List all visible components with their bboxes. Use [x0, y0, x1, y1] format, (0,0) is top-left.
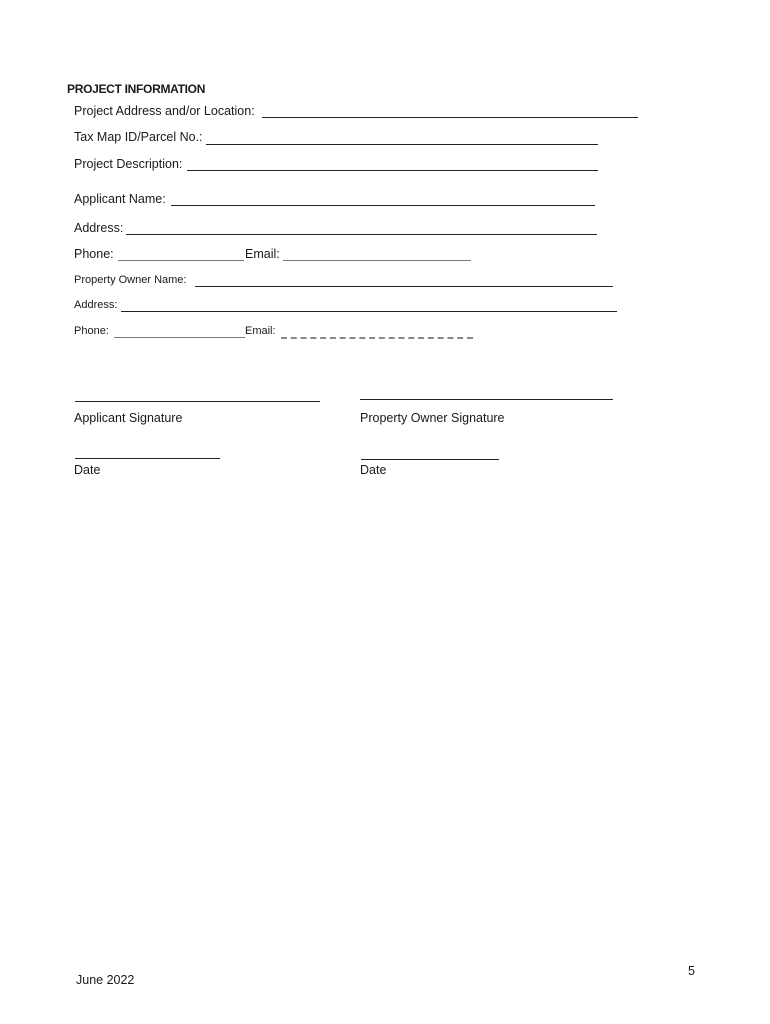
page-number: 5 [688, 964, 695, 978]
owner-signature-line[interactable] [360, 399, 613, 400]
tax-map-label: Tax Map ID/Parcel No.: [74, 130, 203, 144]
owner-phone-label: Phone: [74, 325, 109, 337]
footer-date: June 2022 [76, 973, 135, 987]
owner-email-label: Email: [245, 325, 276, 337]
applicant-name-field[interactable] [171, 205, 595, 206]
project-address-label: Project Address and/or Location: [74, 104, 255, 118]
project-description-label: Project Description: [74, 157, 183, 171]
applicant-name-label: Applicant Name: [74, 192, 166, 206]
applicant-date-line[interactable] [75, 458, 220, 459]
applicant-date-label: Date [74, 463, 101, 477]
applicant-email-field[interactable] [283, 260, 471, 261]
applicant-phone-label: Phone: [74, 247, 114, 261]
applicant-address-field[interactable] [126, 234, 597, 235]
applicant-address-label: Address: [74, 221, 124, 235]
owner-phone-field[interactable] [114, 337, 245, 338]
owner-address-field[interactable] [121, 311, 617, 312]
owner-date-line[interactable] [361, 459, 499, 460]
section-title: PROJECT INFORMATION [67, 82, 206, 96]
owner-signature-label: Property Owner Signature [360, 411, 505, 425]
applicant-signature-label: Applicant Signature [74, 411, 183, 425]
applicant-phone-field[interactable] [118, 260, 244, 261]
owner-name-label: Property Owner Name: [74, 274, 187, 286]
project-description-field[interactable] [187, 170, 598, 171]
owner-email-field[interactable] [281, 337, 473, 339]
project-address-field[interactable] [262, 117, 638, 118]
owner-name-field[interactable] [195, 286, 613, 287]
applicant-email-label: Email: [245, 247, 280, 261]
owner-date-label: Date [360, 463, 387, 477]
applicant-signature-line[interactable] [75, 401, 320, 402]
owner-address-label: Address: [74, 299, 118, 311]
tax-map-field[interactable] [206, 144, 598, 145]
